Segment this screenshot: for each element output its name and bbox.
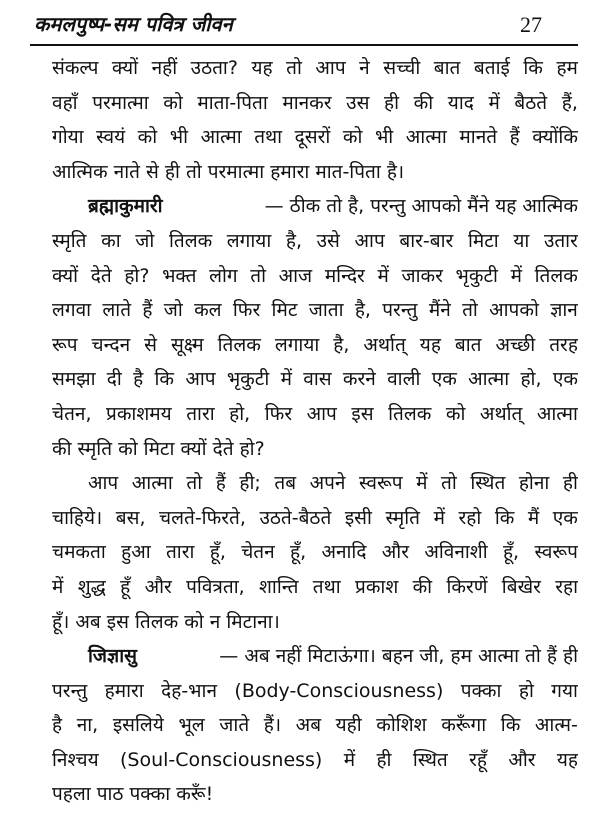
word: (Soul-Consciousness) (120, 748, 323, 771)
word: को (163, 91, 183, 114)
word: करने (342, 368, 376, 391)
word: में (343, 748, 356, 771)
word: हूँ, (209, 541, 226, 564)
word: तथा (312, 575, 341, 598)
word: वाली (387, 368, 421, 391)
word: ने (359, 57, 370, 79)
word: वहाँ (52, 91, 78, 114)
word: हूँ, (502, 541, 520, 564)
text-line (52, 708, 578, 743)
word: तारा (186, 402, 215, 425)
word: चेतन (241, 541, 275, 564)
word: रहो (458, 506, 482, 529)
word: यह (251, 57, 273, 79)
word: आप (354, 229, 385, 252)
text-line: पहला पाठ पक्का करूँ! (52, 783, 214, 806)
word: लगाया (226, 229, 272, 252)
word: समझा (52, 368, 96, 391)
book-title: कमलपुष्प-सम पवित्र जीवन (34, 12, 233, 36)
word: मानकर (282, 91, 332, 114)
text-line: आत्मिक नाते से ही तो परमात्मा हमारा मात-पिता है। (52, 160, 405, 183)
word: अर्थात् (479, 402, 523, 425)
word: पक्का (460, 679, 502, 702)
word: और (144, 575, 172, 598)
word: हम (556, 57, 578, 79)
word: स्वरूप (359, 472, 403, 495)
word: स्थित (470, 472, 506, 495)
body-text (52, 51, 578, 812)
word: या (513, 229, 530, 252)
word: लगाया (274, 333, 320, 356)
text-line (52, 259, 578, 294)
word: भृकुटी (226, 368, 270, 391)
word: आपको (489, 299, 539, 322)
word: करूँगा (441, 714, 487, 737)
word: बात (454, 333, 482, 356)
word: उस (346, 91, 370, 114)
word: अविनाशी (424, 541, 488, 564)
word: आप (315, 57, 346, 79)
word: हो, (229, 402, 251, 425)
word: क्योंकि (532, 126, 578, 149)
word: में (280, 368, 292, 391)
word: माता-पिता (197, 91, 268, 114)
word: तथा (254, 126, 283, 149)
word: आप (185, 368, 216, 391)
text-line (52, 224, 578, 259)
word: को (342, 126, 363, 149)
word: आत्मा (200, 126, 242, 149)
word: तिलक (388, 402, 432, 425)
word: है (52, 714, 63, 737)
text-line (52, 535, 578, 570)
word: उठता? (190, 57, 238, 79)
word: मिट (271, 299, 298, 322)
running-header (30, 8, 570, 42)
word: तो (441, 472, 457, 495)
word: मन्दिर (324, 264, 365, 287)
word: बार-बार (399, 229, 454, 252)
word: बात (433, 57, 461, 79)
text-line (52, 120, 578, 155)
word: स्वयं (96, 126, 126, 149)
word: बिखेर (501, 575, 541, 598)
word: जाता (308, 299, 344, 322)
word: से (144, 333, 157, 356)
word: कोशिश (376, 714, 427, 737)
word: उसे (316, 229, 340, 252)
word: इसी (344, 506, 372, 529)
word: आत्मा (405, 126, 447, 149)
word: परन्तु (52, 679, 88, 702)
word: भक्त (162, 264, 197, 287)
word: और (381, 541, 409, 564)
word: यह (556, 748, 578, 771)
word: अब (295, 714, 322, 737)
text-line (52, 466, 578, 501)
word: जाते (219, 714, 250, 737)
word: तिलक (534, 264, 578, 287)
word: में (510, 264, 522, 287)
word: इस (351, 402, 374, 425)
word: मानते (459, 126, 498, 149)
word: भी (169, 126, 189, 149)
word: गया (551, 679, 578, 702)
word: है, (354, 299, 371, 322)
word: तब (274, 472, 297, 495)
word: भी (374, 126, 394, 149)
word: हैं, (561, 91, 578, 114)
word: चाहिये। (52, 506, 103, 529)
word: इसलिये (112, 714, 164, 737)
word: अच्छी (495, 333, 536, 356)
word: में (52, 575, 64, 598)
word: में (416, 472, 428, 495)
text-line: हूँ। अब इस तिलक को न मिटाना। (52, 610, 280, 633)
word: प्रकाश (355, 575, 399, 598)
text-line (52, 362, 578, 397)
word: देह-भान (161, 679, 217, 702)
text-line (52, 293, 578, 328)
word: एक (431, 368, 457, 391)
word: की (412, 575, 433, 598)
word: रहा (555, 575, 578, 598)
word: तो (462, 299, 478, 322)
word: शुद्ध (77, 575, 106, 598)
word: जाकर (401, 264, 443, 287)
word: में (488, 91, 500, 114)
word: आत्म- (534, 714, 578, 737)
text-line (52, 51, 578, 86)
word: हैं। (263, 714, 282, 737)
word: फिर (232, 299, 261, 322)
word: चमकता (52, 541, 106, 564)
word: लाते (102, 299, 132, 322)
word: चलते-फिरते, (159, 506, 246, 529)
word: तो (250, 264, 266, 287)
word: आत्मा (536, 402, 578, 425)
word: उतार (543, 229, 578, 252)
word: ना, (76, 714, 99, 737)
word: चेतन, (52, 402, 92, 425)
word: तो (186, 472, 203, 495)
word: किरणें (446, 575, 488, 598)
word: (Body-Consciousness) (234, 679, 444, 702)
word: यही (335, 714, 362, 737)
word: हो? (124, 264, 150, 287)
word: हैं (142, 299, 153, 322)
text-line (52, 397, 578, 432)
word: देते (90, 264, 112, 287)
word: ही (562, 472, 578, 495)
word: यह (419, 333, 441, 356)
word: तो (286, 57, 302, 79)
word: में (433, 506, 445, 529)
word: की (413, 91, 434, 114)
word: बस, (115, 506, 146, 529)
word: कि (523, 57, 543, 79)
word: याद (447, 91, 474, 114)
word: तिलक (217, 333, 261, 356)
word: हमारा (104, 679, 144, 702)
word: प्रकाशमय (106, 402, 172, 425)
word: स्थित (412, 748, 448, 771)
dialogue-line (52, 189, 578, 224)
word: आप (306, 402, 337, 425)
speaker-name: ब्रह्माकुमारी (88, 195, 163, 218)
word: उठते-बैठते (259, 506, 332, 529)
text-line (52, 570, 578, 605)
word: दी (106, 368, 122, 391)
word: आत्मा (131, 472, 173, 495)
word: हुआ (121, 541, 151, 564)
word: तारा (165, 541, 195, 564)
word: होना (518, 472, 550, 495)
word: है, (333, 333, 350, 356)
word: स्मृति (52, 229, 87, 252)
word: कि (154, 368, 175, 391)
word: बताई (473, 57, 510, 79)
word: तरह (549, 333, 578, 356)
word: अर्थात् (363, 333, 406, 356)
dialogue-text: — अब नहीं मिटाऊंगा। बहन जी, हम आत्मा तो हैं ही (213, 645, 578, 668)
word: हैं (509, 126, 520, 149)
word: गोया (52, 126, 84, 149)
word: संकल्प (52, 57, 99, 79)
word: है, (285, 229, 303, 252)
dialogue-line (52, 639, 578, 674)
word: लगवा (52, 299, 92, 322)
word: है (133, 368, 144, 391)
word: जो (135, 229, 155, 252)
word: क्यों (52, 264, 79, 287)
word: हो (518, 679, 534, 702)
dialogue-text: — ठीक तो है, परन्तु आपको मैंने यह आत्मिक (258, 195, 578, 218)
word: भूल (178, 714, 205, 737)
word: अनादि (321, 541, 367, 564)
text-line (52, 743, 578, 778)
word: शान्ति (259, 575, 299, 598)
word: कल (194, 299, 222, 322)
word: मिटा (467, 229, 499, 252)
word: स्वरूप (534, 541, 578, 564)
word: ज्ञान (550, 299, 578, 322)
word: हैं (215, 472, 226, 495)
word: तिलक (168, 229, 213, 252)
word: दूसरों (294, 126, 331, 149)
word: परन्तु (382, 299, 418, 322)
text-line (52, 501, 578, 536)
word: में (377, 264, 389, 287)
word: आप (88, 472, 119, 495)
word: का (101, 229, 121, 252)
word: मैंने (428, 299, 451, 322)
word: सूक्ष्म (170, 333, 204, 356)
word: लोग (209, 264, 238, 287)
word: ही (384, 91, 400, 114)
word: और (508, 748, 536, 771)
word: हूँ, (289, 541, 307, 564)
word: भृकुटी (455, 264, 498, 287)
word: स्मृति (385, 506, 421, 529)
word: एक (552, 506, 578, 529)
word: ही; (239, 472, 261, 495)
word: सच्ची (383, 57, 421, 79)
word: पवित्रता, (186, 575, 245, 598)
word: फिर (264, 402, 293, 425)
text-line: की स्मृति को मिटा क्यों देते हो? (52, 437, 265, 460)
speaker-name: जिज्ञासु (88, 645, 137, 668)
word: कि (500, 714, 521, 737)
text-line (52, 86, 578, 121)
word: रूप (52, 333, 78, 356)
word: परमात्मा (92, 91, 149, 114)
word: ही (376, 748, 392, 771)
text-line (52, 328, 578, 363)
word: वास (303, 368, 332, 391)
word: हूँ (120, 575, 131, 598)
word: हो, (520, 368, 542, 391)
word: एक (552, 368, 578, 391)
text-line (52, 674, 578, 709)
word: कि (494, 506, 515, 529)
word: अपने (309, 472, 346, 495)
word: को (445, 402, 466, 425)
word: आज (278, 264, 313, 287)
page-number: 27 (520, 12, 542, 37)
word: बैठते (514, 91, 548, 114)
word: निश्चय (52, 748, 99, 771)
word: को (137, 126, 158, 149)
word: जो (163, 299, 183, 322)
word: आत्मा (468, 368, 510, 391)
word: मैं (527, 506, 540, 529)
word: क्यों (111, 57, 139, 79)
header-rule (30, 44, 578, 46)
word: नहीं (151, 57, 178, 79)
word: रहूँ (469, 748, 487, 771)
word: चन्दन (91, 333, 131, 356)
